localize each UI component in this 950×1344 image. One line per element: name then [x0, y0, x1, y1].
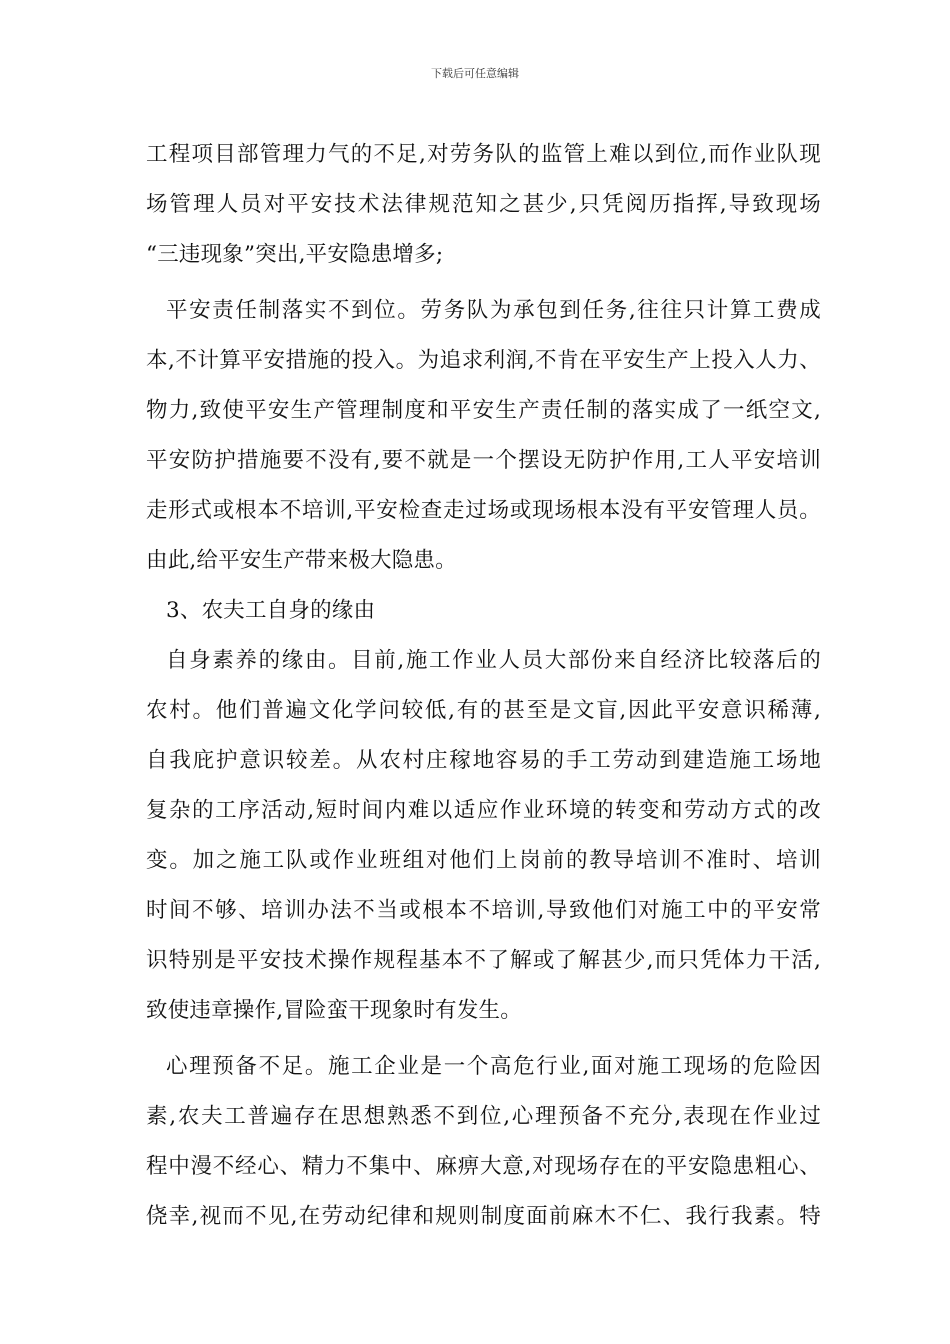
page-header: 下载后可任意编辑: [431, 67, 519, 80]
text-line: 素,农夫工普遍存在思想熟悉不到位,心理预备不充分,表现在作业过: [146, 1104, 821, 1129]
text-line: 场管理人员对平安技术法律规范知之甚少,只凭阅历指挥,导致现场: [146, 192, 821, 217]
text-line: 农村。他们普遍文化学问较低,有的甚至是文盲,因此平安意识稀薄,: [146, 698, 821, 723]
text-line: 变。加之施工队或作业班组对他们上岗前的教导培训不准时、培训: [146, 848, 821, 873]
section-heading: 3、农夫工自身的缘由: [166, 598, 376, 623]
text-line: 物力,致使平安生产管理制度和平安生产责任制的落实成了一纸空文,: [146, 398, 821, 423]
text-line: 由此,给平安生产带来极大隐患。: [146, 548, 457, 573]
text-line: 工程项目部管理力气的不足,对劳务队的监管上难以到位,而作业队现: [146, 142, 821, 167]
text-line: 致使违章操作,冒险蛮干现象时有发生。: [146, 998, 522, 1023]
text-line: 侥幸,视而不见,在劳动纪律和规则制度面前麻木不仁、我行我素。特: [146, 1204, 821, 1229]
text-line: 平安防护措施要不没有,要不就是一个摆设无防护作用,工人平安培训: [146, 448, 821, 473]
text-line: 自我庇护意识较差。从农村庄稼地容易的手工劳动到建造施工场地: [146, 748, 821, 773]
text-line: 识特别是平安技术操作规程基本不了解或了解甚少,而只凭体力干活,: [146, 948, 821, 973]
text-line: “三违现象”突出,平安隐患增多;: [146, 242, 444, 267]
paragraph-first-line: 平安责任制落实不到位。劳务队为承包到任务,往往只计算工费成: [166, 298, 821, 323]
text-line: 复杂的工序活动,短时间内难以适应作业环境的转变和劳动方式的改: [146, 798, 821, 823]
text-line: 时间不够、培训办法不当或根本不培训,导致他们对施工中的平安常: [146, 898, 821, 923]
paragraph-first-line: 心理预备不足。施工企业是一个高危行业,面对施工现场的危险因: [166, 1054, 821, 1079]
text-line: 本,不计算平安措施的投入。为追求利润,不肯在平安生产上投入人力、: [146, 348, 821, 373]
paragraph-first-line: 自身素养的缘由。目前,施工作业人员大部份来自经济比较落后的: [166, 648, 821, 673]
document-body: [146, 130, 821, 1242]
text-line: 程中漫不经心、精力不集中、麻痹大意,对现场存在的平安隐患粗心、: [146, 1154, 821, 1179]
text-line: 走形式或根本不培训,平安检查走过场或现场根本没有平安管理人员。: [146, 498, 821, 523]
